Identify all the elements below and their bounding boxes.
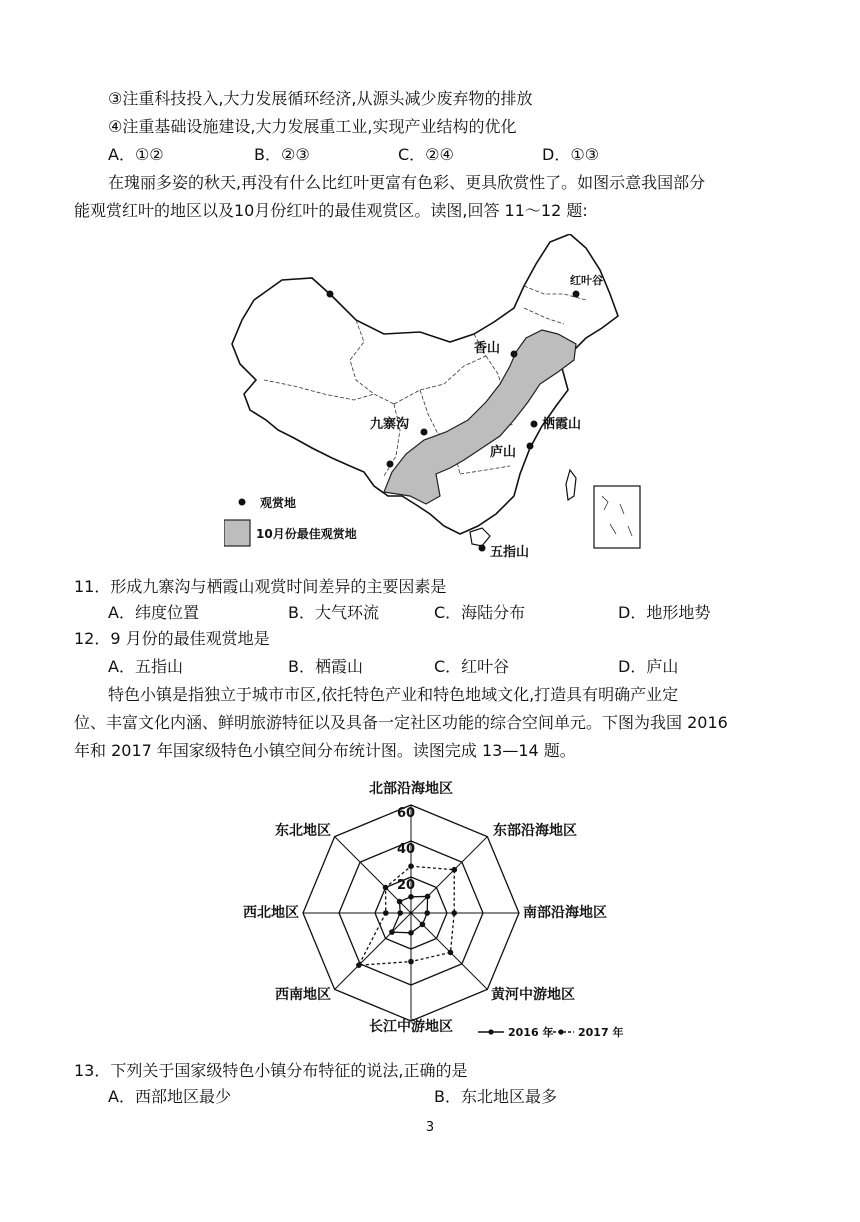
point-wuzhishan: [479, 545, 486, 552]
radar-category-label: 南部沿海地区: [523, 905, 607, 921]
q11-option-d: D．地形地势: [618, 603, 711, 622]
radar-category-label: 西南地区: [275, 987, 331, 1003]
q13-stem: 13．下列关于国家级特色小镇分布特征的说法,正确的是: [74, 1061, 468, 1080]
series-0-point: [408, 894, 414, 900]
point-yunnan: [387, 461, 394, 468]
series-1-point: [451, 910, 457, 916]
passage1-line1: 在瑰丽多姿的秋天,再没有什么比红叶更富有色彩、更具欣赏性了。如图示意我国部分: [108, 173, 706, 192]
passage1-line2: 能观赏红叶的地区以及10月份红叶的最佳观赏区。读图,回答 11～12 题:: [74, 201, 588, 220]
hainan-island: [470, 528, 490, 546]
legend-point-label: 观赏地: [260, 496, 297, 510]
series-0-point: [397, 910, 403, 916]
q12-option-a: A．五指山: [108, 657, 183, 676]
point-lushan: [527, 443, 534, 450]
series-1-point: [383, 885, 389, 891]
label-jiuzhaigou: 九寨沟: [370, 417, 410, 432]
passage2-line2: 位、丰富文化内涵、鲜明旅游特征以及具备一定社区功能的综合空间单元。下图为我国 2016: [74, 713, 728, 732]
legend-2017-label: 2017 年: [578, 1026, 624, 1039]
q11-option-c: C．海陆分布: [434, 603, 526, 622]
q11-stem: 11．形成九寨沟与栖霞山观赏时间差异的主要因素是: [74, 577, 447, 596]
radar-category-label: 黄河中游地区: [491, 987, 575, 1003]
q12-option-c: C．红叶谷: [434, 657, 510, 676]
series-0-point: [420, 922, 426, 928]
radar-category-label: 东北地区: [275, 823, 331, 839]
point-xiangshan: [511, 351, 518, 358]
q11-option-a: A．纬度位置: [108, 603, 199, 622]
statement-3: ③注重科技投入,大力发展循环经济,从源头减少废弃物的排放: [108, 89, 533, 108]
legend-area-label: 10月份最佳观赏地: [256, 527, 357, 541]
point-jiuzhaigou: [421, 429, 428, 436]
series-0-point: [424, 910, 430, 916]
radar-category-label: 西北地区: [243, 905, 299, 921]
point-hongyegu: [573, 291, 580, 298]
option-d: D．①③: [542, 145, 600, 164]
series-1-point: [448, 950, 454, 956]
point-xinjiang: [327, 291, 334, 298]
label-wuzhishan: 五指山: [490, 545, 530, 560]
label-hongyegu: 红叶谷: [570, 274, 603, 287]
point-qixiashan: [531, 421, 538, 428]
series-1-point: [408, 959, 414, 965]
radar-category-label: 东部沿海地区: [493, 823, 577, 839]
legend-area-icon: [224, 520, 250, 546]
legend-2016-label: 2016 年: [508, 1026, 554, 1039]
radar-spoke: [335, 913, 411, 989]
q13-option-a: A．西部地区最少: [108, 1087, 231, 1106]
series-1-point: [356, 962, 362, 968]
option-b: B．②③: [254, 145, 310, 164]
series-1-point: [383, 910, 389, 916]
taiwan-island: [566, 470, 576, 500]
series-1-point: [451, 867, 457, 873]
legend-2017-marker: [558, 1029, 563, 1034]
series-0-point: [408, 930, 414, 936]
radar-category-label: 北部沿海地区: [369, 781, 453, 797]
legend-2016-marker: [488, 1029, 493, 1034]
q12-stem: 12．9 月份的最佳观赏地是: [74, 629, 270, 648]
radar-tick-label: 40: [397, 842, 416, 857]
q12-option-b: B．栖霞山: [288, 657, 363, 676]
series-1-point: [408, 863, 414, 869]
passage2-line1: 特色小镇是指独立于城市市区,依托特色产业和特色地域文化,打造具有明确产业定: [108, 685, 679, 704]
option-c: C．②④: [398, 145, 454, 164]
legend-point-icon: [239, 499, 246, 506]
radar-tick-label: 20: [397, 878, 416, 893]
series-0-point: [425, 894, 431, 900]
q11-option-b: B．大气环流: [288, 603, 379, 622]
series-0-point: [397, 899, 403, 905]
radar-spoke: [411, 837, 487, 913]
china-red-leaf-map: [224, 234, 644, 562]
passage2-line3: 年和 2017 年国家级特色小镇空间分布统计图。读图完成 13—14 题。: [74, 741, 576, 760]
page-number: 3: [425, 1120, 435, 1135]
q13-option-b: B．东北地区最多: [434, 1087, 557, 1106]
label-xiangshan: 香山: [474, 341, 501, 356]
radar-tick-label: 60: [397, 806, 416, 821]
label-qixiashan: 栖霞山: [542, 417, 582, 432]
radar-category-label: 长江中游地区: [369, 1019, 453, 1035]
option-a: A．①②: [108, 145, 164, 164]
q12-option-d: D．庐山: [618, 657, 679, 676]
series-0-point: [389, 929, 395, 935]
radar-chart: [234, 770, 634, 1042]
statement-4: ④注重基础设施建设,大力发展重工业,实现产业结构的优化: [108, 117, 517, 136]
south-china-sea-inset: [594, 486, 640, 548]
label-lushan: 庐山: [490, 445, 517, 460]
